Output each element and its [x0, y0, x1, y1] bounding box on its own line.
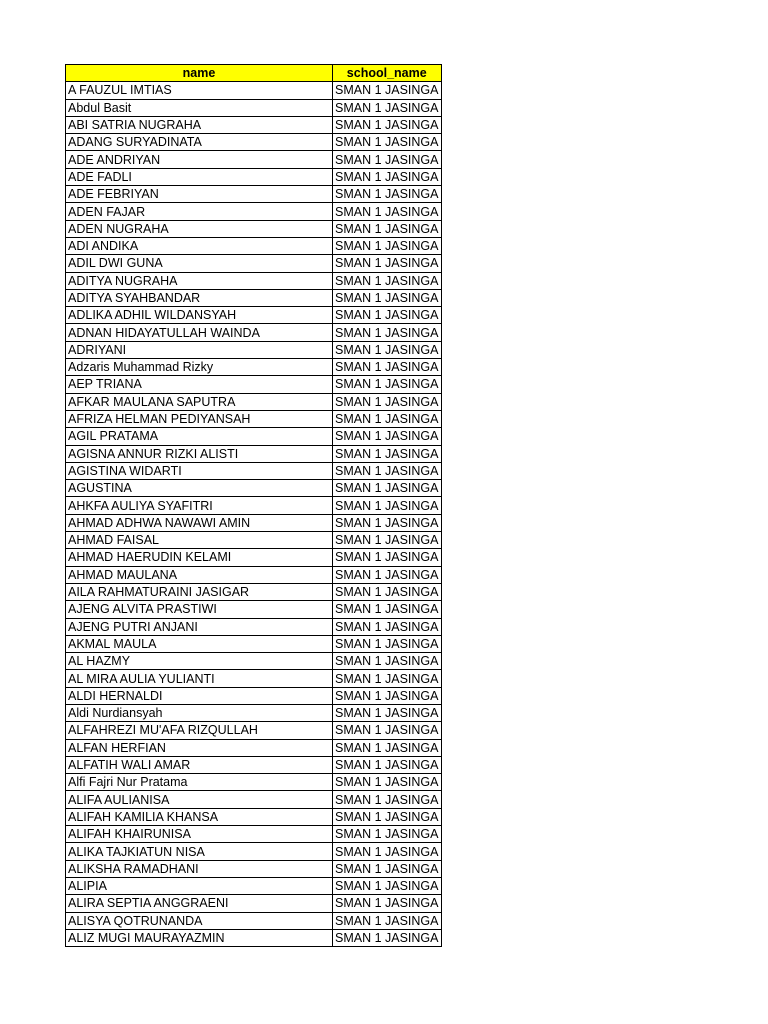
table-row: [66, 722, 442, 739]
table-row: [66, 116, 442, 133]
cell-school-name: SMAN 1 JASINGA: [333, 687, 442, 704]
cell-school-name: SMAN 1 JASINGA: [333, 739, 442, 756]
cell-name: ALIPIA: [66, 877, 333, 894]
cell-name: ALIZ MUGI MAURAYAZMIN: [66, 929, 333, 946]
cell-name: AHKFA AULIYA SYAFITRI: [66, 497, 333, 514]
cell-school-name: SMAN 1 JASINGA: [333, 376, 442, 393]
cell-name: ALIRA SEPTIA ANGGRAENI: [66, 895, 333, 912]
cell-name: ADLIKA ADHIL WILDANSYAH: [66, 307, 333, 324]
cell-name: AGUSTINA: [66, 480, 333, 497]
table-row: [66, 601, 442, 618]
table-row: [66, 359, 442, 376]
cell-name: Alfi Fajri Nur Pratama: [66, 774, 333, 791]
cell-school-name: SMAN 1 JASINGA: [333, 445, 442, 462]
table-row: [66, 134, 442, 151]
cell-school-name: SMAN 1 JASINGA: [333, 583, 442, 600]
cell-name: ALIFA AULIANISA: [66, 791, 333, 808]
table-row: [66, 289, 442, 306]
cell-school-name: SMAN 1 JASINGA: [333, 704, 442, 721]
table-row: [66, 393, 442, 410]
table-row: [66, 756, 442, 773]
cell-school-name: SMAN 1 JASINGA: [333, 220, 442, 237]
table-row: [66, 255, 442, 272]
cell-name: ALFATIH WALI AMAR: [66, 756, 333, 773]
table-row: [66, 324, 442, 341]
cell-school-name: SMAN 1 JASINGA: [333, 670, 442, 687]
cell-name: ALISYA QOTRUNANDA: [66, 912, 333, 929]
cell-school-name: SMAN 1 JASINGA: [333, 203, 442, 220]
column-header-name: name: [66, 65, 333, 82]
cell-school-name: SMAN 1 JASINGA: [333, 618, 442, 635]
cell-name: ABI SATRIA NUGRAHA: [66, 116, 333, 133]
cell-school-name: SMAN 1 JASINGA: [333, 151, 442, 168]
cell-name: ADITYA SYAHBANDAR: [66, 289, 333, 306]
cell-school-name: SMAN 1 JASINGA: [333, 843, 442, 860]
cell-school-name: SMAN 1 JASINGA: [333, 514, 442, 531]
table-row: [66, 532, 442, 549]
cell-school-name: SMAN 1 JASINGA: [333, 601, 442, 618]
cell-school-name: SMAN 1 JASINGA: [333, 99, 442, 116]
table-row: [66, 739, 442, 756]
table-row: [66, 687, 442, 704]
cell-name: ALIKA TAJKIATUN NISA: [66, 843, 333, 860]
cell-name: ADEN NUGRAHA: [66, 220, 333, 237]
table-row: [66, 895, 442, 912]
cell-name: ADI ANDIKA: [66, 237, 333, 254]
cell-school-name: SMAN 1 JASINGA: [333, 324, 442, 341]
table-row: [66, 912, 442, 929]
cell-name: AFKAR MAULANA SAPUTRA: [66, 393, 333, 410]
cell-school-name: SMAN 1 JASINGA: [333, 722, 442, 739]
table-row: [66, 186, 442, 203]
cell-school-name: SMAN 1 JASINGA: [333, 359, 442, 376]
cell-school-name: SMAN 1 JASINGA: [333, 826, 442, 843]
cell-name: A FAUZUL IMTIAS: [66, 82, 333, 99]
table-row: [66, 670, 442, 687]
table-row: [66, 929, 442, 946]
cell-name: ALIFAH KAMILIA KHANSA: [66, 808, 333, 825]
cell-school-name: SMAN 1 JASINGA: [333, 653, 442, 670]
cell-name: ADEN FAJAR: [66, 203, 333, 220]
table-row: [66, 462, 442, 479]
cell-school-name: SMAN 1 JASINGA: [333, 549, 442, 566]
cell-school-name: SMAN 1 JASINGA: [333, 756, 442, 773]
cell-school-name: SMAN 1 JASINGA: [333, 480, 442, 497]
cell-school-name: SMAN 1 JASINGA: [333, 272, 442, 289]
cell-school-name: SMAN 1 JASINGA: [333, 929, 442, 946]
cell-name: ALIKSHA RAMADHANI: [66, 860, 333, 877]
table-row: [66, 151, 442, 168]
cell-name: ALFAN HERFIAN: [66, 739, 333, 756]
table-body: [66, 82, 442, 947]
table-row: [66, 791, 442, 808]
table-row: [66, 445, 442, 462]
cell-school-name: SMAN 1 JASINGA: [333, 186, 442, 203]
table-row: [66, 341, 442, 358]
cell-name: AL HAZMY: [66, 653, 333, 670]
cell-school-name: SMAN 1 JASINGA: [333, 289, 442, 306]
cell-school-name: SMAN 1 JASINGA: [333, 532, 442, 549]
cell-name: AKMAL MAULA: [66, 635, 333, 652]
cell-name: AHMAD ADHWA NAWAWI AMIN: [66, 514, 333, 531]
cell-name: ADE FEBRIYAN: [66, 186, 333, 203]
cell-school-name: SMAN 1 JASINGA: [333, 168, 442, 185]
table-row: [66, 860, 442, 877]
cell-school-name: SMAN 1 JASINGA: [333, 808, 442, 825]
table-row: [66, 376, 442, 393]
cell-school-name: SMAN 1 JASINGA: [333, 860, 442, 877]
table-row: [66, 497, 442, 514]
cell-name: AJENG PUTRI ANJANI: [66, 618, 333, 635]
cell-name: AHMAD HAERUDIN KELAMI: [66, 549, 333, 566]
cell-name: ALIFAH KHAIRUNISA: [66, 826, 333, 843]
table-row: [66, 618, 442, 635]
table-row: [66, 82, 442, 99]
cell-school-name: SMAN 1 JASINGA: [333, 428, 442, 445]
cell-school-name: SMAN 1 JASINGA: [333, 774, 442, 791]
cell-school-name: SMAN 1 JASINGA: [333, 791, 442, 808]
table-row: [66, 237, 442, 254]
table-row: [66, 410, 442, 427]
table-row: [66, 877, 442, 894]
cell-school-name: SMAN 1 JASINGA: [333, 134, 442, 151]
cell-name: AEP TRIANA: [66, 376, 333, 393]
cell-name: AL MIRA AULIA YULIANTI: [66, 670, 333, 687]
data-table: [65, 64, 442, 947]
table-row: [66, 307, 442, 324]
table-row: [66, 514, 442, 531]
cell-school-name: SMAN 1 JASINGA: [333, 393, 442, 410]
cell-school-name: SMAN 1 JASINGA: [333, 237, 442, 254]
table-row: [66, 99, 442, 116]
cell-name: Aldi Nurdiansyah: [66, 704, 333, 721]
cell-name: Adzaris Muhammad Rizky: [66, 359, 333, 376]
table-row: [66, 843, 442, 860]
table-row: [66, 774, 442, 791]
table-row: [66, 480, 442, 497]
table-row: [66, 272, 442, 289]
table-row: [66, 808, 442, 825]
table-row: [66, 583, 442, 600]
table-row: [66, 826, 442, 843]
table-row: [66, 566, 442, 583]
cell-school-name: SMAN 1 JASINGA: [333, 307, 442, 324]
cell-school-name: SMAN 1 JASINGA: [333, 497, 442, 514]
cell-name: ALFAHREZI MU'AFA RIZQULLAH: [66, 722, 333, 739]
cell-name: AFRIZA HELMAN PEDIYANSAH: [66, 410, 333, 427]
column-header-school-name: school_name: [333, 65, 442, 82]
cell-school-name: SMAN 1 JASINGA: [333, 410, 442, 427]
cell-school-name: SMAN 1 JASINGA: [333, 116, 442, 133]
cell-name: AGIL PRATAMA: [66, 428, 333, 445]
cell-name: AGISNA ANNUR RIZKI ALISTI: [66, 445, 333, 462]
cell-name: AJENG ALVITA PRASTIWI: [66, 601, 333, 618]
cell-school-name: SMAN 1 JASINGA: [333, 566, 442, 583]
cell-name: ADNAN HIDAYATULLAH WAINDA: [66, 324, 333, 341]
cell-school-name: SMAN 1 JASINGA: [333, 635, 442, 652]
table-row: [66, 704, 442, 721]
cell-school-name: SMAN 1 JASINGA: [333, 462, 442, 479]
cell-school-name: SMAN 1 JASINGA: [333, 341, 442, 358]
table-row: [66, 635, 442, 652]
cell-name: Abdul Basit: [66, 99, 333, 116]
cell-school-name: SMAN 1 JASINGA: [333, 895, 442, 912]
cell-name: ADE ANDRIYAN: [66, 151, 333, 168]
cell-name: ADITYA NUGRAHA: [66, 272, 333, 289]
cell-school-name: SMAN 1 JASINGA: [333, 255, 442, 272]
cell-school-name: SMAN 1 JASINGA: [333, 877, 442, 894]
table-row: [66, 653, 442, 670]
table-row: [66, 168, 442, 185]
header-row: [66, 65, 442, 82]
cell-name: ALDI HERNALDI: [66, 687, 333, 704]
cell-school-name: SMAN 1 JASINGA: [333, 912, 442, 929]
table-row: [66, 220, 442, 237]
cell-name: ADRIYANI: [66, 341, 333, 358]
cell-name: AILA RAHMATURAINI JASIGAR: [66, 583, 333, 600]
cell-name: ADANG SURYADINATA: [66, 134, 333, 151]
cell-name: AGISTINA WIDARTI: [66, 462, 333, 479]
cell-school-name: SMAN 1 JASINGA: [333, 82, 442, 99]
table-row: [66, 428, 442, 445]
cell-name: AHMAD FAISAL: [66, 532, 333, 549]
cell-name: AHMAD MAULANA: [66, 566, 333, 583]
table-row: [66, 203, 442, 220]
cell-name: ADIL DWI GUNA: [66, 255, 333, 272]
table-row: [66, 549, 442, 566]
cell-name: ADE FADLI: [66, 168, 333, 185]
